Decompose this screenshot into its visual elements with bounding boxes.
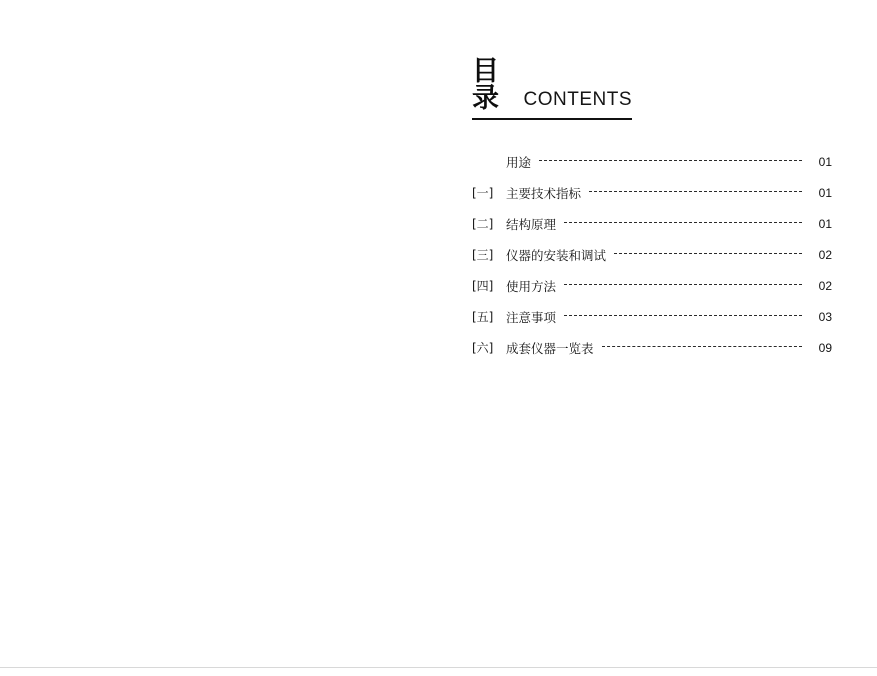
list-item[interactable] bbox=[472, 301, 832, 332]
toc-leader-dots bbox=[539, 159, 802, 161]
toc-entry-page: 01 bbox=[818, 216, 832, 231]
toc-entry-number: [五] bbox=[472, 310, 494, 324]
page-title bbox=[472, 58, 632, 120]
toc-entry-page: 02 bbox=[818, 278, 832, 293]
list-item[interactable] bbox=[472, 146, 832, 177]
toc-entry-number: [四] bbox=[472, 279, 494, 293]
toc-leader-dots bbox=[614, 252, 802, 254]
list-item[interactable] bbox=[472, 332, 832, 363]
toc-entry-page: 02 bbox=[818, 247, 832, 262]
toc-entry-number: [二] bbox=[472, 217, 494, 231]
page-title-chinese: 目 录 bbox=[472, 56, 505, 114]
page-bottom-divider bbox=[0, 667, 877, 668]
toc-entry-page: 03 bbox=[818, 309, 832, 324]
page-title-english: CONTENTS bbox=[523, 89, 632, 110]
toc-entry-title: 主要技术指标 bbox=[506, 185, 582, 201]
toc-list bbox=[472, 146, 832, 363]
toc-leader-dots bbox=[564, 221, 802, 223]
toc-entry-title: 注意事项 bbox=[506, 309, 557, 325]
toc-entry-number: [六] bbox=[472, 341, 494, 355]
list-item[interactable] bbox=[472, 208, 832, 239]
toc-leader-dots bbox=[564, 283, 802, 285]
toc-entry-title: 仪器的安装和调试 bbox=[506, 247, 607, 263]
toc-entry-title: 成套仪器一览表 bbox=[506, 340, 594, 356]
toc-entry-title: 使用方法 bbox=[506, 278, 557, 294]
table-of-contents bbox=[472, 58, 832, 363]
toc-entry-page: 01 bbox=[818, 154, 832, 169]
toc-entry-title: 用途 bbox=[506, 154, 532, 170]
toc-entry-page: 09 bbox=[818, 340, 832, 355]
toc-leader-dots bbox=[602, 345, 802, 347]
toc-leader-dots bbox=[589, 190, 802, 192]
toc-entry-page: 01 bbox=[818, 185, 832, 200]
toc-leader-dots bbox=[564, 314, 802, 316]
toc-entry-title: 结构原理 bbox=[506, 216, 557, 232]
toc-entry-number: [一] bbox=[472, 186, 494, 200]
list-item[interactable] bbox=[472, 239, 832, 270]
toc-entry-number: [三] bbox=[472, 248, 494, 262]
list-item[interactable] bbox=[472, 270, 832, 301]
list-item[interactable] bbox=[472, 177, 832, 208]
